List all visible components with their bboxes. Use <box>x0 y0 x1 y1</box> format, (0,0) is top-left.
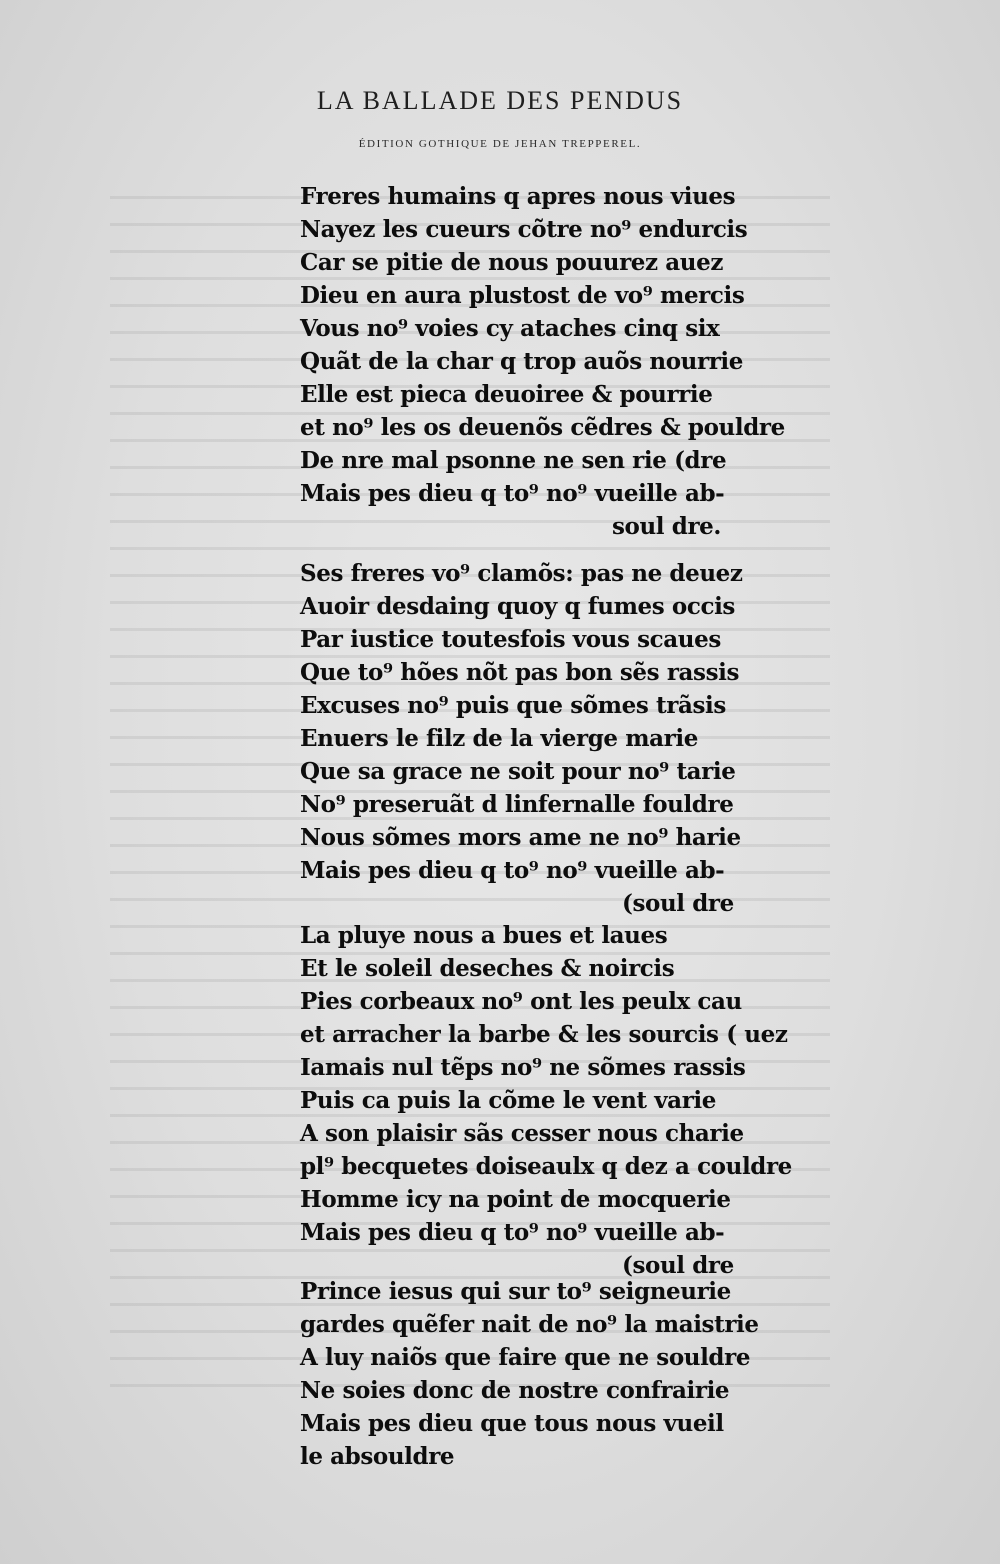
page-title: LA BALLADE DES PENDUS <box>316 86 684 115</box>
verse-line: La pluye nous a bues et laues <box>300 922 668 949</box>
verse-line: De nre mal psonne ne sen rie (dre <box>300 447 727 474</box>
verse-line: Elle est pieca deuoiree & pourrie <box>300 381 713 408</box>
verse-line: Que to⁹ hões nõt pas bon sẽs rassis <box>300 659 740 686</box>
verse-line: Que sa grace ne soit pour no⁹ tarie <box>300 758 736 785</box>
verse-line: A son plaisir sãs cesser nous charie <box>300 1120 744 1147</box>
verse-line: Nous sõmes mors ame ne no⁹ harie <box>300 824 741 851</box>
refrain-end: (soul dre <box>622 890 734 917</box>
verse-line: Auoir desdaing quoy q fumes occis <box>300 593 735 620</box>
verse-line: et no⁹ les os deuenõs cẽdres & pouldre <box>300 414 785 441</box>
verse-line: Car se pitie de nous pouurez auez <box>300 249 724 276</box>
verse-line: Puis ca puis la cõme le vent varie <box>300 1087 716 1114</box>
verse-line: Par iustice toutesfois vous scaues <box>300 626 721 653</box>
verse-line: Homme icy na point de mocquerie <box>300 1186 731 1213</box>
verse-line: Pies corbeaux no⁹ ont les peulx cau <box>300 988 742 1015</box>
verse-line: Et le soleil deseches & noircis <box>300 955 675 982</box>
verse-line: Vous no⁹ voies cy ataches cinq six <box>300 315 720 342</box>
verse-line: et arracher la barbe & les sourcis ( uez <box>300 1021 788 1048</box>
stanza-3 <box>300 919 792 1282</box>
verse-line: Mais pes dieu q to⁹ no⁹ vueille ab- <box>300 1219 725 1246</box>
verse-line: Ne soies donc de nostre confrairie <box>300 1377 730 1404</box>
refrain-end: soul dre. <box>612 513 721 540</box>
verse-line: No⁹ preseruãt d linfernalle fouldre <box>300 791 734 818</box>
verse-line: Excuses no⁹ puis que sõmes trãsis <box>300 692 726 719</box>
verse-line: gardes quẽfer nait de no⁹ la maistrie <box>300 1311 759 1338</box>
stanza-2 <box>300 557 743 920</box>
verse-line: Ses freres vo⁹ clamõs: pas ne deuez <box>300 560 743 587</box>
stanza-1 <box>300 180 785 543</box>
verse-line: Mais pes dieu q to⁹ no⁹ vueille ab- <box>300 480 725 507</box>
verse-line: le absouldre <box>300 1443 455 1470</box>
verse-line: pl⁹ becquetes doiseaulx q dez a couldre <box>300 1153 792 1180</box>
verse-line: Mais pes dieu q to⁹ no⁹ vueille ab- <box>300 857 725 884</box>
page-subtitle: ÉDITION GOTHIQUE DE JEHAN TREPPEREL. <box>358 138 642 150</box>
verse-line: Iamais nul tẽps no⁹ ne sõmes rassis <box>300 1054 746 1081</box>
verse-line: Prince iesus qui sur to⁹ seigneurie <box>300 1278 731 1305</box>
verse-line: Mais pes dieu que tous nous vueil <box>300 1410 724 1437</box>
verse-line: Freres humains q apres nous viues <box>300 183 736 210</box>
verse-line: Enuers le filz de la vierge marie <box>300 725 698 752</box>
stanza-envoi <box>300 1275 759 1473</box>
verse-line: Nayez les cueurs cõtre no⁹ endurcis <box>300 216 748 243</box>
verse-line: A luy naiõs que faire que ne souldre <box>300 1344 751 1371</box>
verse-line: Quãt de la char q trop auõs nourrie <box>300 348 743 375</box>
verse-line: Dieu en aura plustost de vo⁹ mercis <box>300 282 745 309</box>
refrain-end: (soul dre <box>622 1252 734 1279</box>
